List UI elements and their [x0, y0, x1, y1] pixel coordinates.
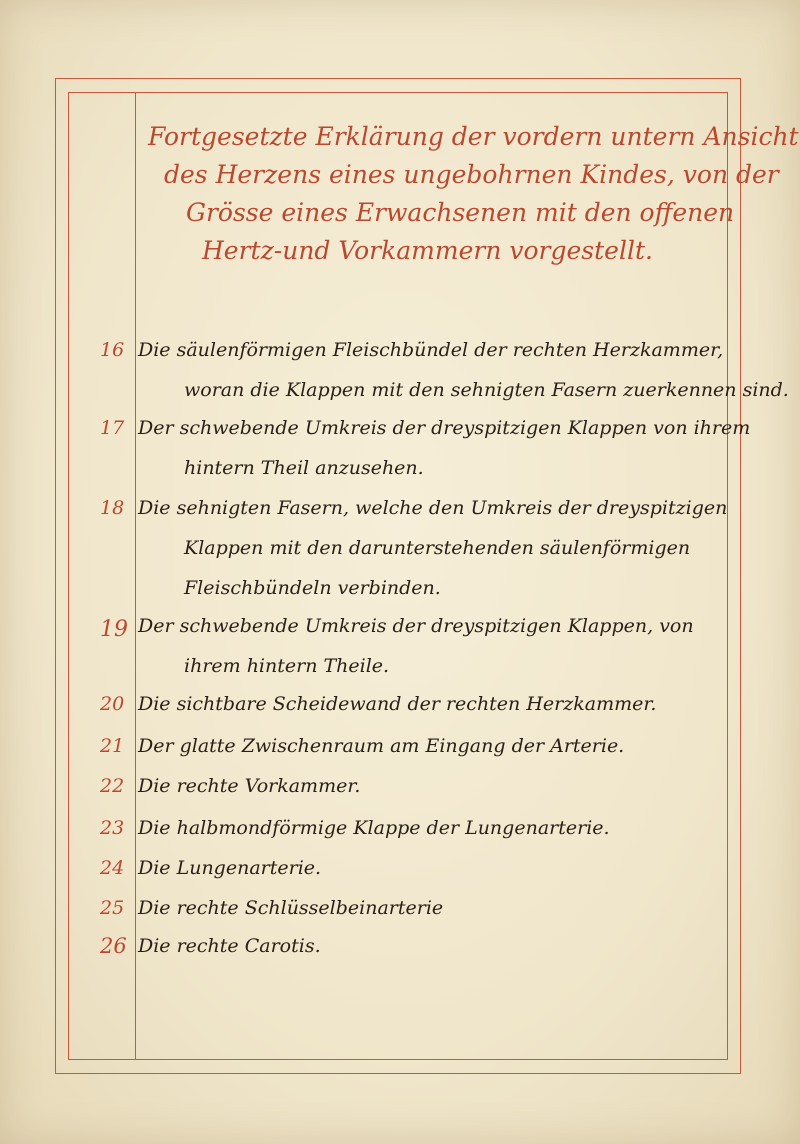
item-number: 18: [100, 497, 125, 519]
page-heading: [140, 118, 799, 270]
item-text: Die sehnigten Fasern, welche den Umkreis der dreyspitzigen: [138, 497, 728, 519]
item-text: Die Lungenarterie.: [138, 857, 322, 879]
item-number: 20: [100, 693, 125, 715]
item-number: 23: [100, 817, 125, 839]
heading-line: des Herzens eines ungebohrnen Kindes, von der: [164, 160, 779, 189]
item-text: Der glatte Zwischenraum am Eingang der Arterie.: [138, 735, 625, 757]
heading-line: Hertz-und Vorkammern vorgestellt.: [202, 236, 653, 265]
item-text: hintern Theil anzusehen.: [184, 457, 424, 479]
item-text: woran die Klappen mit den sehnigten Fasern zuerkennen sind.: [184, 379, 789, 401]
item-text: Die halbmondförmige Klappe der Lungenarterie.: [138, 817, 610, 839]
item-number: 26: [100, 934, 127, 958]
item-number: 22: [100, 775, 125, 797]
item-text: Die rechte Schlüsselbeinarterie: [138, 897, 444, 919]
item-number: 16: [100, 339, 125, 361]
heading-line: Grösse eines Erwachsenen mit den offenen: [186, 198, 735, 227]
item-text: Die säulenförmigen Fleischbündel der rechten Herzkammer,: [138, 339, 724, 361]
item-text: Fleischbündeln verbinden.: [184, 577, 441, 599]
heading-line: Fortgesetzte Erklärung der vordern untern Ansicht: [148, 122, 799, 151]
item-text: Klappen mit den darunterstehenden säulenförmigen: [184, 537, 691, 559]
item-text: ihrem hintern Theile.: [184, 655, 390, 677]
item-text: Die sichtbare Scheidewand der rechten Herzkammer.: [138, 693, 657, 715]
item-text: Die rechte Carotis.: [138, 935, 321, 957]
item-number: 24: [100, 857, 125, 879]
item-text: Der schwebende Umkreis der dreyspitzigen Klappen von ihrem: [138, 417, 751, 439]
item-number: 19: [100, 617, 128, 642]
item-text: Die rechte Vorkammer.: [138, 775, 361, 797]
item-number: 21: [100, 735, 125, 757]
item-text: Der schwebende Umkreis der dreyspitzigen Klappen, von: [138, 615, 694, 637]
item-number: 17: [100, 417, 125, 439]
item-number: 25: [100, 897, 125, 919]
